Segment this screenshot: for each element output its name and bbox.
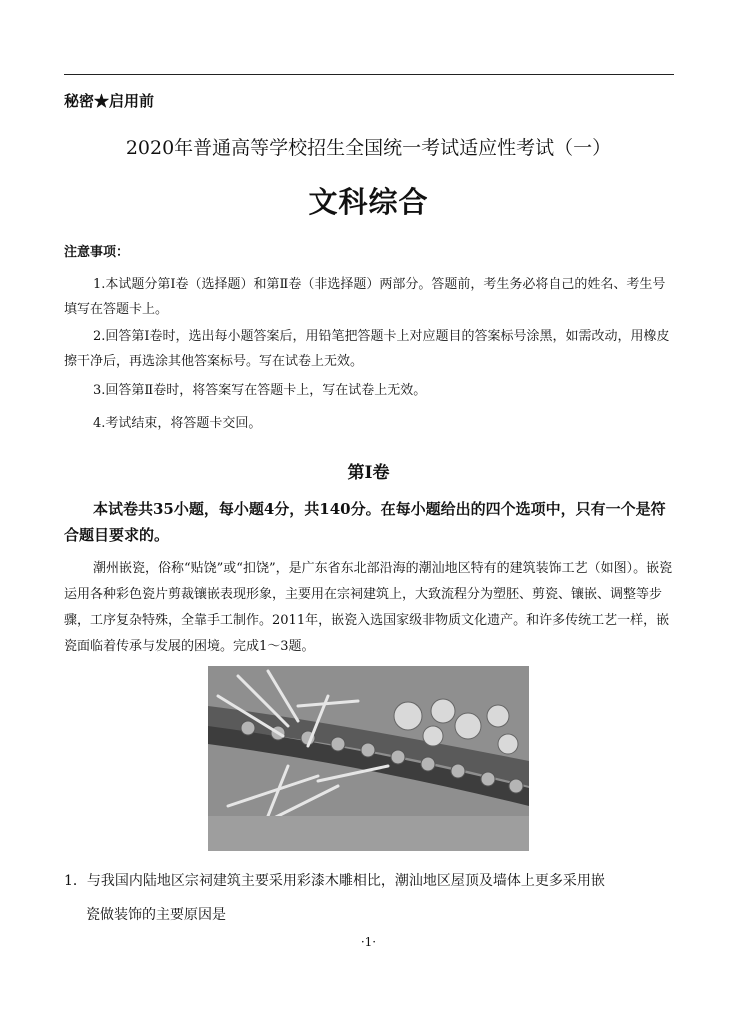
confidential-label: 秘密★启用前 <box>64 92 155 110</box>
subject-title: 文科综合 <box>308 185 429 219</box>
question-1-line-2: 瓷做装饰的主要原因是 <box>86 907 226 923</box>
notice-item-3: 3.回答第Ⅱ卷时，将答案写在答题卡上，写在试卷上无效。 <box>93 383 427 398</box>
roof-ornament-photo <box>208 666 529 851</box>
notice-heading: 注意事项： <box>64 245 130 260</box>
notice-item-2: 2.回答第Ⅰ卷时，选出每小题答案后，用铅笔把答题卡上对应题目的答案标号涂黑，如需改动，用橡皮擦干净后，再选涂其他答案标号。写在试卷上无效。 <box>64 329 670 369</box>
passage-text: 潮州嵌瓷，俗称“贴饶”或“扣饶”，是广东省东北部沿海的潮汕地区特有的建筑装饰工艺（如图）。嵌瓷运用各种彩色瓷片剪裁镶嵌表现形象，主要用在宗祠建筑上，大致流程分为塑胚、剪瓷、镶嵌、调整等步骤，工序复杂特殊，全靠手工制作。2011年，嵌瓷入选国家级非物质文化遗产。和许多传统工艺一样，嵌瓷面临着传承与发展的困境。完成1～3题。 <box>64 561 673 654</box>
header-rule <box>64 74 674 75</box>
question-1-line-1: 1．与我国内陆地区宗祠建筑主要采用彩漆木雕相比，潮汕地区屋顶及墙体上更多采用嵌 <box>64 873 605 889</box>
notice-item-1: 1.本试题分第Ⅰ卷（选择题）和第Ⅱ卷（非选择题）两部分。答题前，考生务必将自己的姓名、考生号填写在答题卡上。 <box>64 277 666 317</box>
notice-item-4: 4.考试结束，将答题卡交回。 <box>93 416 262 431</box>
exam-title: 2020年普通高等学校招生全国统一考试适应性考试（一） <box>125 137 612 159</box>
page-number: ·1· <box>360 935 377 949</box>
section-title: 第Ⅰ卷 <box>347 463 390 483</box>
roof-ornament-image <box>208 666 529 851</box>
section-intro: 本试卷共35小题，每小题4分，共140分。在每小题给出的四个选项中，只有一个是符合题目要求的。 <box>64 500 666 544</box>
